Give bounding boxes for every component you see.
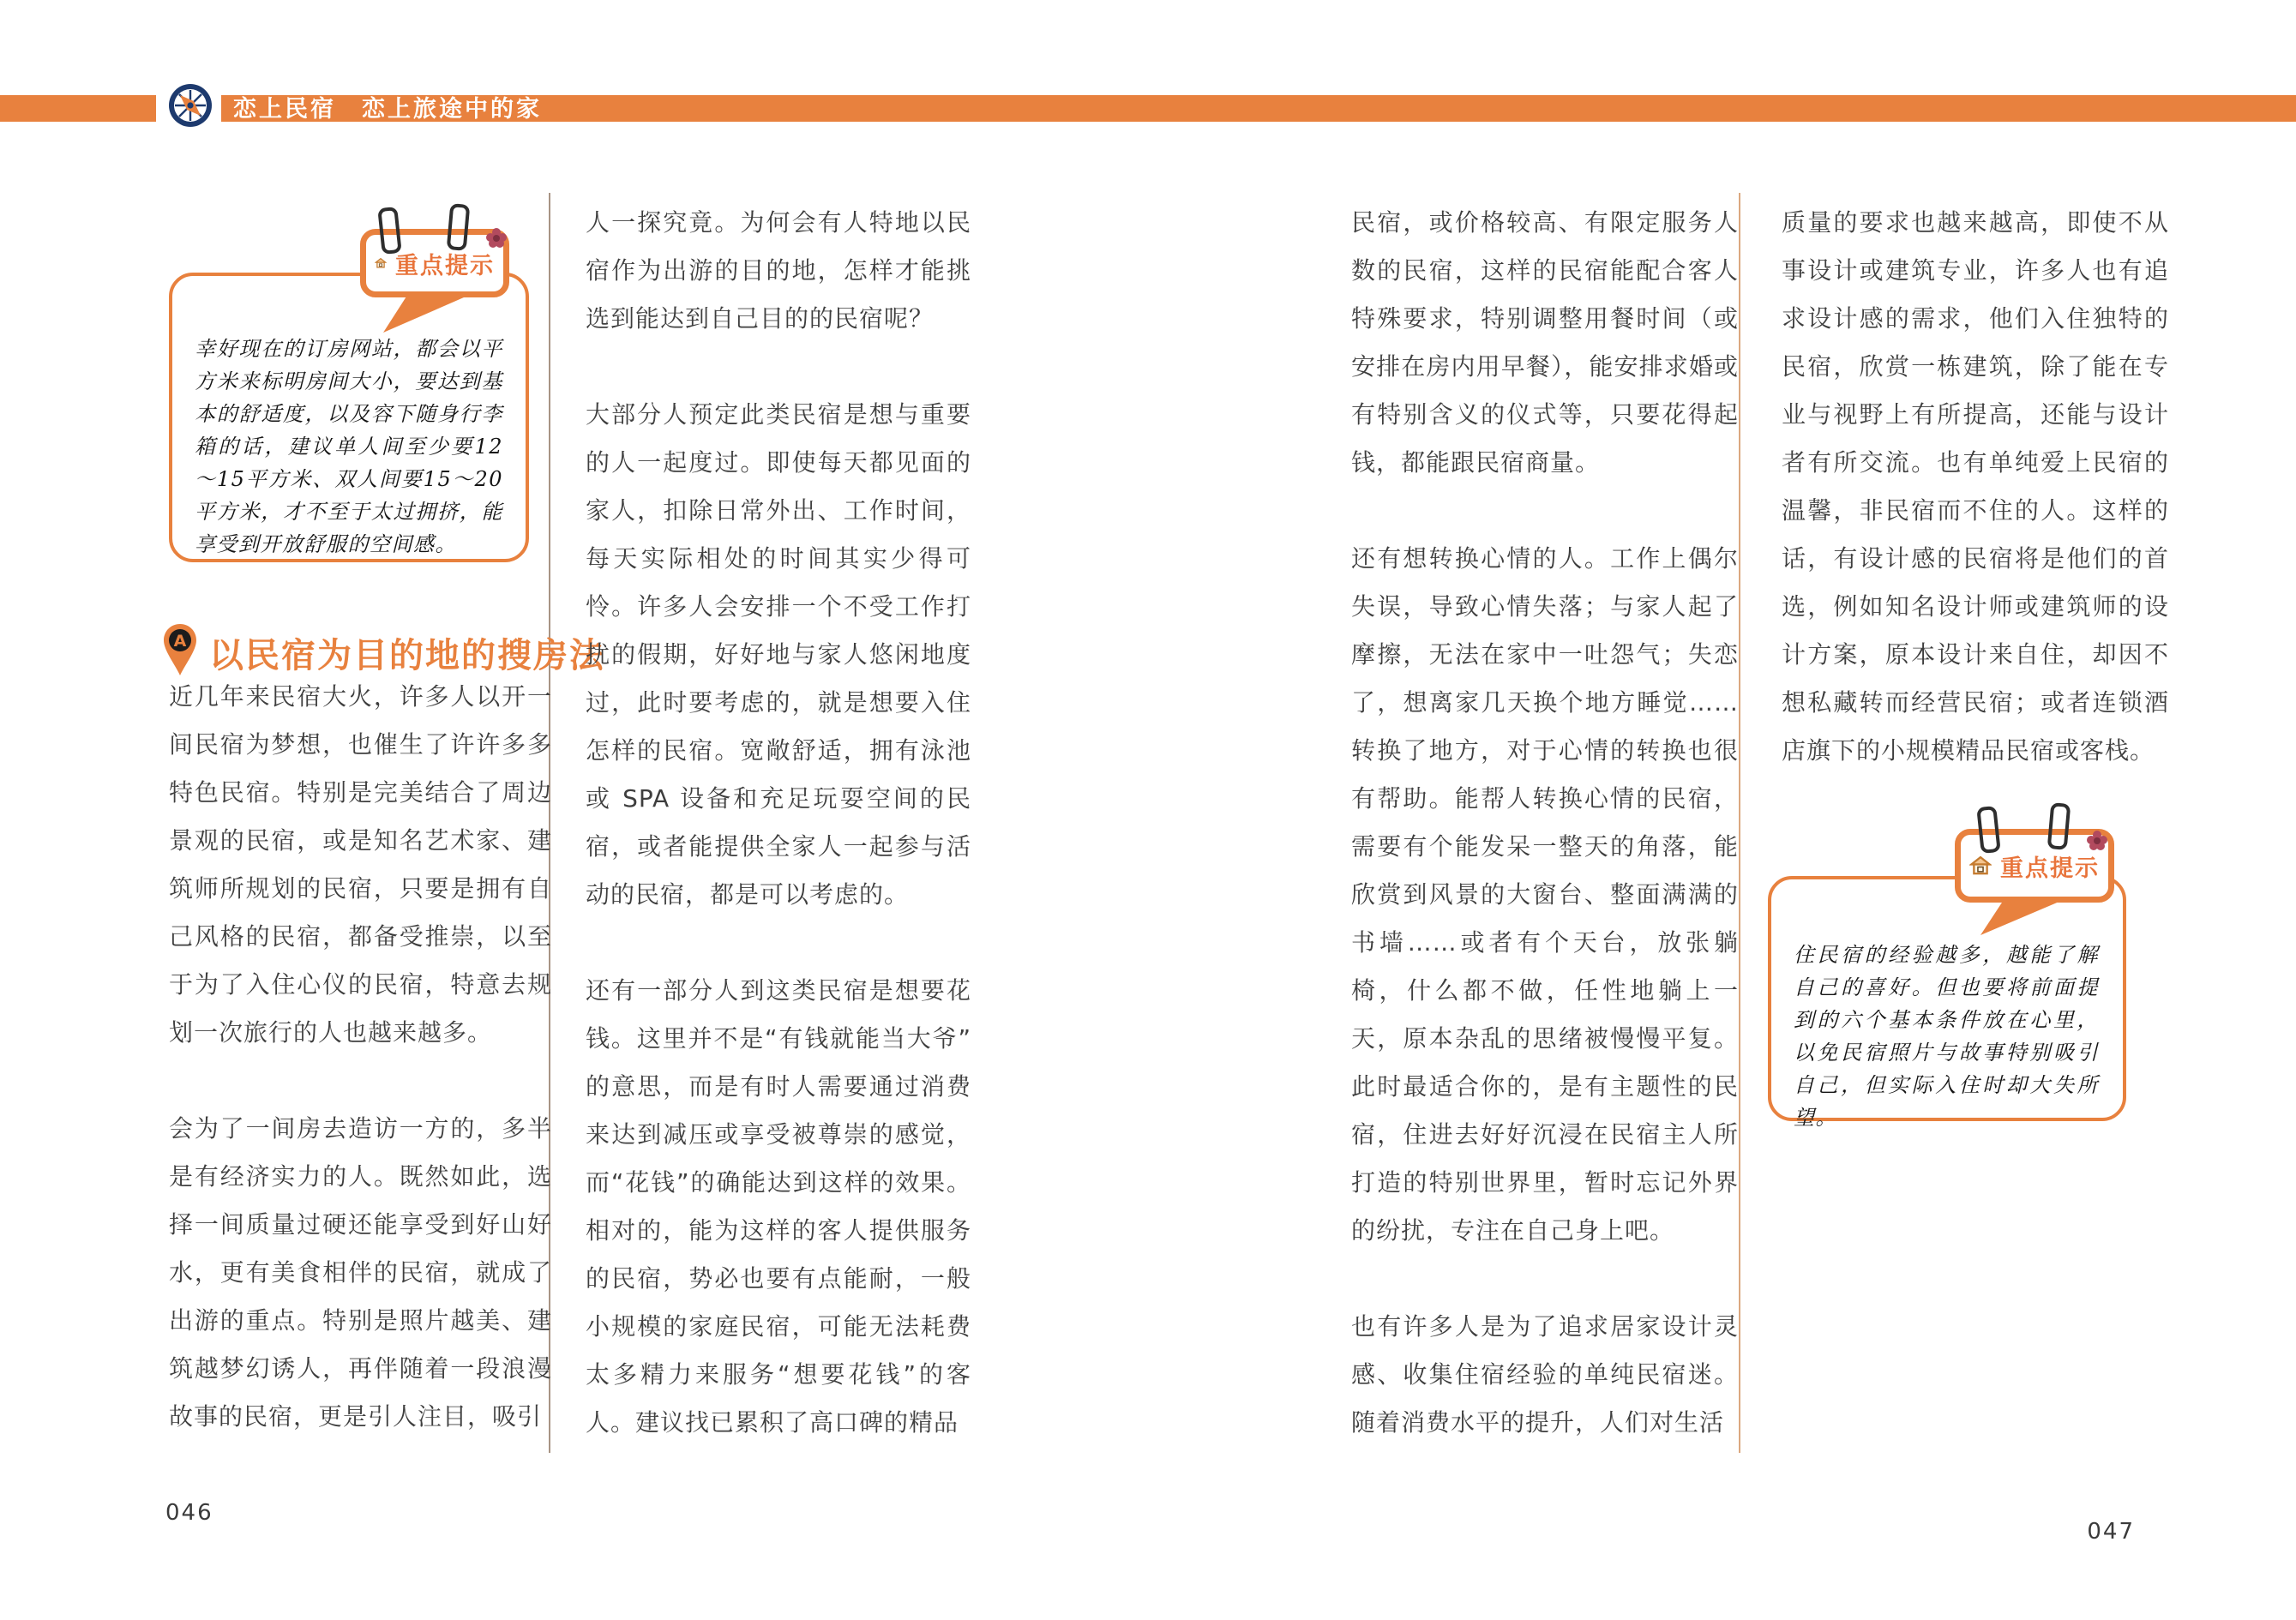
- flower-icon: [2087, 831, 2107, 851]
- page-number-right: 047: [2087, 1519, 2135, 1545]
- paragraph: 会为了一间房去造访一方的，多半是有经济实力的人。既然如此，选择一间质量过硬还能享受到好山好水，更有美食相伴的民宿，就成了出游的重点。特别是照片越美、建筑越梦幻诱人，再伴随着一段浪漫故事的民宿，更是引人注目，吸引: [169, 1114, 552, 1431]
- right-page-column-divider: [1739, 193, 1740, 1453]
- paragraph: 质量的要求也越来越高，即使不从事设计或建筑专业，许多人也有追求设计感的需求，他们入住独特的民宿，欣赏一栋建筑，除了能在专业与视野上有所提高，还能与设计者有所交流。也有单纯爱上民宿的温馨，非民宿而不住的人。这样的话，有设计感的民宿将是他们的首选，例如知名设计师或建筑师的设计方案，原本设计来自住，却因不想私藏转而经营民宿；或者连锁酒店旗下的小规模精品民宿或客栈。: [1782, 208, 2169, 765]
- location-pin-a-icon: [163, 623, 197, 676]
- paragraph: 还有一部分人到这类民宿是想要花钱。这里并不是“有钱就能当大爷”的意思，而是有时人需要通过消费来达到减压或享受被尊崇的感觉，而“花钱”的确能达到这样的效果。相对的，能为这样的客人提供服务的民宿，势必也要有点能耐，一般小规模的家庭民宿，可能无法耗费太多精力来服务“想要花钱”的客人。建议找已累积了高口碑的精品: [586, 976, 971, 1437]
- paragraph: 近几年来民宿大火，许多人以开一间民宿为梦想，也催生了许许多多特色民宿。特别是完美结合了周边景观的民宿，或是知名艺术家、建筑师所规划的民宿，只要是拥有自己风格的民宿，都备受推崇，以至于为了入住心仪的民宿，特意去规划一次旅行的人也越来越多。: [169, 682, 552, 1047]
- paragraph: 民宿，或价格较高、有限定服务人数的民宿，这样的民宿能配合客人特殊要求，特别调整用餐时间（或安排在房内用早餐），能安排求婚或有特别含义的仪式等，只要花得起钱，都能跟民宿商量。: [1351, 208, 1739, 477]
- house-icon: [375, 249, 387, 277]
- tip-tag-label: 重点提示: [2000, 855, 2100, 882]
- chapter-header-title: 恋上民宿 恋上旅途中的家: [233, 96, 542, 123]
- paperclip-icon: [447, 203, 471, 251]
- tip-box-left: [169, 206, 538, 574]
- paragraph: 大部分人预定此类民宿是想与重要的人一起度过。即使每天都见面的家人，扣除日常外出、工作时间，每天实际相处的时间其实少得可怜。许多人会安排一个不受工作打扰的假期，好好地与家人悠闲地度过，此时要考虑的，就是想要入住怎样的民宿。宽敞舒适，拥有泳池或 SPA 设备和充足玩耍空间的民宿，或者能提供全家人一起参与活动的民宿，都是可以考虑的。: [586, 400, 971, 909]
- paragraph: 人一探究竟。为何会有人特地以民宿作为出游的目的地，怎样才能挑选到能达到自己目的的民宿呢？: [586, 208, 971, 333]
- tip-tag-label: 重点提示: [395, 252, 495, 279]
- paragraph: 还有想转换心情的人。工作上偶尔失误，导致心情失落；与家人起了摩擦，无法在家中一吐怨气；失恋了，想离家几天换个地方睡觉……转换了地方，对于心情的转换也很有帮助。能帮人转换心情的民宿，需要有个能发呆一整天的角落，能欣赏到风景的大窗台、整面满满的书墙……或者有个天台，放张躺椅，什么都不做，任性地躺上一天，原本杂乱的思绪被慢慢平复。此时最适合你的，是有主题性的民宿，住进去好好沉浸在民宿主人所打造的特别世界里，暂时忘记外界的纷扰，专注在自己身上吧。: [1351, 544, 1739, 1245]
- right-page-column-2: [1782, 199, 2169, 775]
- flower-icon: [486, 228, 507, 249]
- paperclip-icon: [1976, 806, 2001, 854]
- tip-box-text: 幸好现在的订房网站，都会以平方米来标明房间大小，要达到基本的舒适度，以及容下随身行李箱的话，建议单人间至少要12～15平方米、双人间要15～20平方米，才不至于太过拥挤，能享受到开放舒服的空间感。: [195, 337, 503, 556]
- right-page-column-1: [1351, 199, 1739, 1447]
- tip-box-text: 住民宿的经验越多，越能了解自己的喜好。但也要将前面提到的六个基本条件放在心里，以免民宿照片与故事特别吸引自己，但实际入住时却大失所望。: [1794, 943, 2099, 1130]
- page-number-left: 046: [165, 1500, 213, 1526]
- left-page-column-1: [169, 673, 552, 1441]
- paragraph: 也有许多人是为了追求居家设计灵感、收集住宿经验的单纯民宿迷。随着消费水平的提升，人们对生活: [1351, 1312, 1739, 1437]
- left-page-column-2: [586, 199, 971, 1447]
- tip-box-right: [1768, 810, 2137, 1130]
- section-title: 以民宿为目的地的搜房法: [209, 636, 605, 675]
- paperclip-icon: [2047, 802, 2071, 850]
- compass-icon: [168, 83, 213, 128]
- pin-marker-letter: A: [173, 632, 187, 651]
- paperclip-icon: [377, 207, 402, 255]
- house-icon: [1969, 852, 1992, 879]
